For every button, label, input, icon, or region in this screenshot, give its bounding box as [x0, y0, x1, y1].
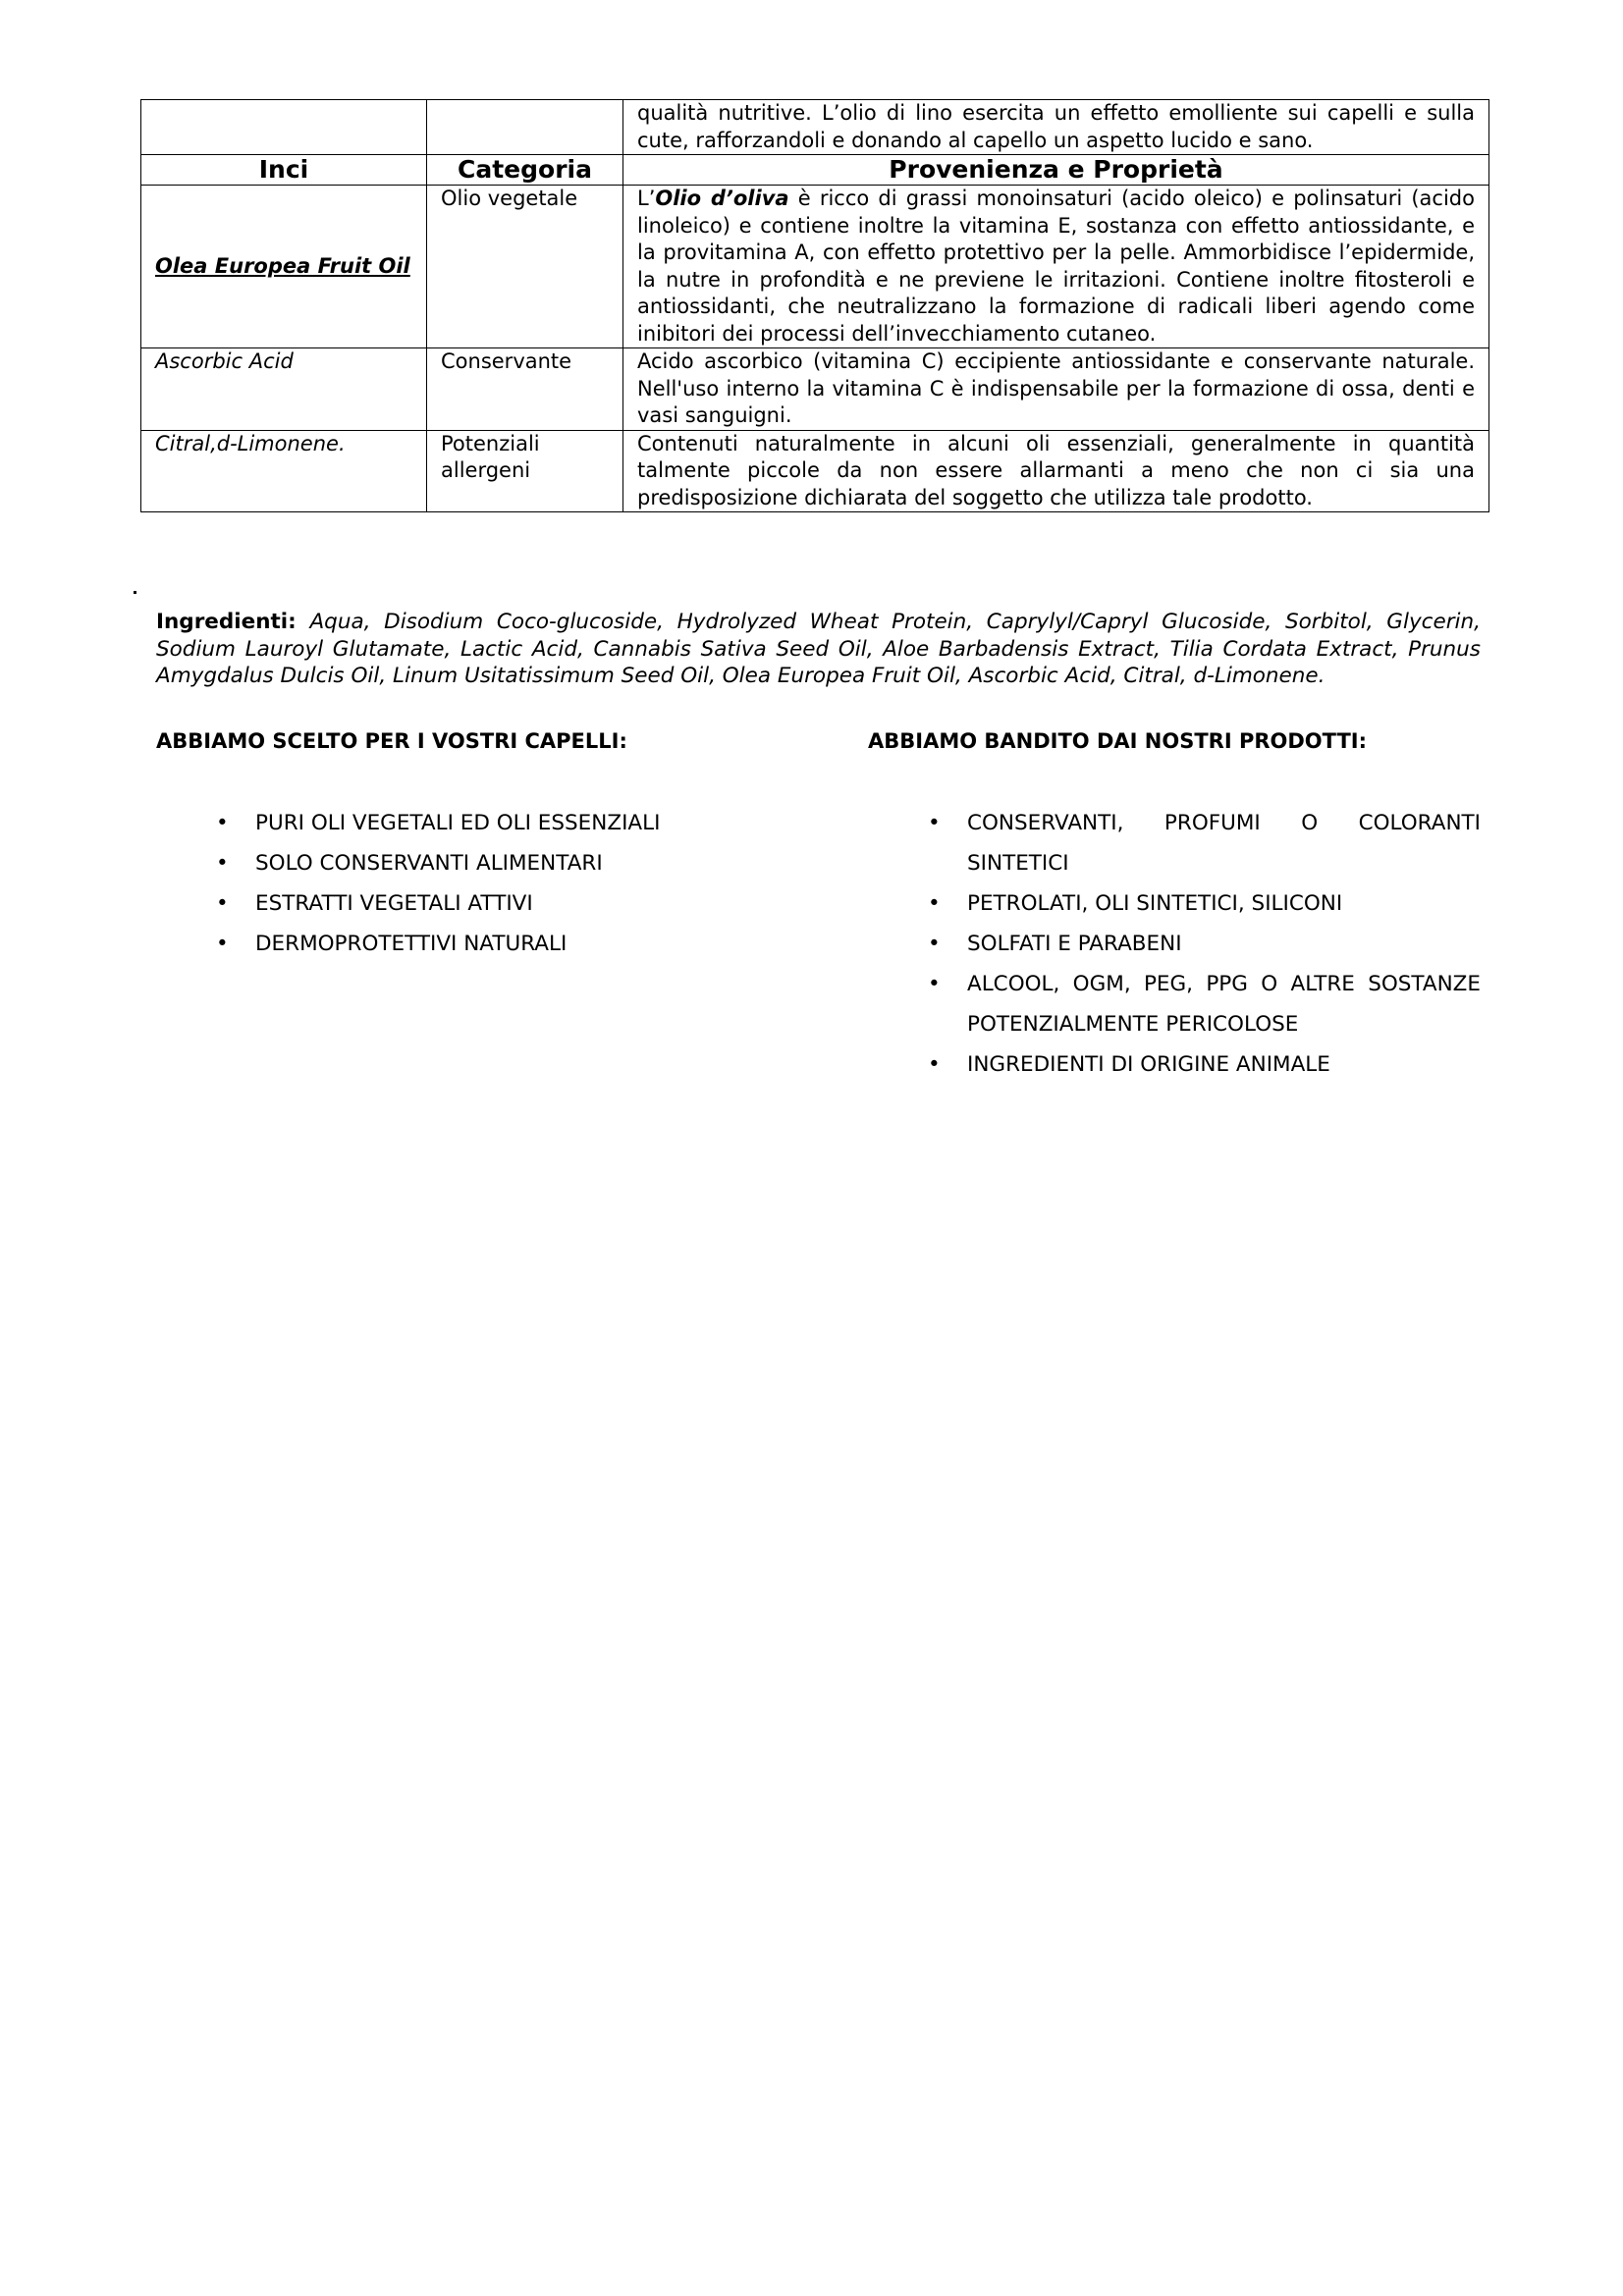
table-cell-properties [623, 186, 1489, 348]
list-item-text: DERMOPROTETTIVI NATURALI [255, 932, 568, 956]
table-cell-inci: Citral,d-Limonene. [141, 430, 427, 512]
list-item-text: INGREDIENTI DI ORIGINE ANIMALE [967, 1052, 1330, 1077]
table-cell-properties: Contenuti naturalmente in alcuni oli essenziali, generalmente in quantità talmente piccole da non essere allarmanti a meno che non ci sia una predisposizione dichiarata del soggetto che utilizza tale prodotto. [623, 430, 1489, 512]
bullet-icon: • [216, 932, 229, 956]
ingredients-list: Aqua, Disodium Coco-glucoside, Hydrolyzed Wheat Protein, Caprylyl/Capryl Glucoside, Sorbitol, Glycerin, Sodium Lauroyl Glutamate, Lactic Acid, Cannabis Sativa Seed Oil, Aloe Barbadensis Extract, Tilia Cordata Extract, Prunus Amygdalus Dulcis Oil, Linum Usitatissimum Seed Oil, Olea Europea Fruit Oil, Ascorbic Acid, Citral, d-Limonene. [156, 610, 1481, 688]
table-row [141, 430, 1489, 512]
list-item-text: SOLFATI E PARABENI [967, 932, 1182, 956]
list-item [216, 843, 766, 883]
list-item [928, 803, 1481, 883]
list-item-text: ESTRATTI VEGETALI ATTIVI [255, 891, 533, 916]
table-cell-categoria: Conservante [427, 348, 623, 431]
column-header-provenienza: Provenienza e Proprietà [623, 155, 1489, 186]
banned-list [928, 803, 1481, 1085]
table-cell-properties: qualità nutritive. L’olio di lino esercita un effetto emolliente sui capelli e sulla cute, rafforzandoli e donando al capello un aspetto lucido e sano. [623, 100, 1489, 155]
stray-dot-mark [134, 591, 136, 594]
bullet-icon: • [928, 932, 941, 956]
table-header-row [141, 155, 1489, 186]
bullet-icon: • [928, 1052, 941, 1077]
table-cell-categoria: Olio vegetale [427, 186, 623, 348]
ingredients-label: Ingredienti: [156, 610, 297, 634]
table-cell-categoria: Potenziali allergeni [427, 430, 623, 512]
properties-highlight: Olio d’oliva [655, 187, 789, 210]
column-header-inci: Inci [141, 155, 427, 186]
properties-prefix: L’ [637, 187, 656, 210]
list-item [928, 1044, 1481, 1085]
list-item-text: SOLO CONSERVANTI ALIMENTARI [255, 851, 603, 876]
table-row [141, 348, 1489, 431]
bullet-icon: • [928, 891, 941, 916]
inci-table [140, 99, 1489, 512]
list-item-text: CONSERVANTI, PROFUMI O COLORANTI SINTETICI [967, 811, 1481, 876]
chosen-list [216, 803, 766, 964]
table-cell-properties: Acido ascorbico (vitamina C) eccipiente antiossidante e conservante naturale. Nell'uso interno la vitamina C è indispensabile per la formazione di ossa, denti e vasi sanguigni. [623, 348, 1489, 431]
list-item [216, 803, 766, 843]
properties-text: è ricco di grassi monoinsaturi (acido oleico) e polinsaturi (acido linoleico) e contiene inoltre la vitamina E, sostanza con effetto antiossidante, e la provitamina A, con effetto protettivo per la pelle. Ammorbidisce l’epidermide, la nutre in profondità e ne previene le irritazioni. Contiene inoltre fitosteroli e antiossidanti, che neutralizzano la formazione di radicali liberi agendo come inibitori dei processi dell’invecchiamento cutaneo. [637, 187, 1475, 346]
table-cell-inci: Olea Europea Fruit Oil [141, 186, 427, 348]
chosen-title: ABBIAMO SCELTO PER I VOSTRI CAPELLI: [156, 729, 627, 753]
list-item-text: PETROLATI, OLI SINTETICI, SILICONI [967, 891, 1343, 916]
table-row-continuation [141, 100, 1489, 155]
list-item [216, 883, 766, 924]
table-row [141, 186, 1489, 348]
list-item [928, 883, 1481, 924]
list-item-text: PURI OLI VEGETALI ED OLI ESSENZIALI [255, 811, 661, 835]
bullet-icon: • [216, 811, 229, 835]
list-item-text: ALCOOL, OGM, PEG, PPG O ALTRE SOSTANZE POTENZIALMENTE PERICOLOSE [967, 972, 1481, 1037]
table-cell-inci: Ascorbic Acid [141, 348, 427, 431]
bullet-icon: • [216, 851, 229, 876]
list-item [928, 924, 1481, 964]
table-cell-empty [141, 100, 427, 155]
ingredients-paragraph [156, 609, 1481, 690]
list-item [216, 924, 766, 964]
banned-title: ABBIAMO BANDITO DAI NOSTRI PRODOTTI: [868, 729, 1367, 753]
bullet-icon: • [216, 891, 229, 916]
list-item [928, 964, 1481, 1044]
table-cell-empty [427, 100, 623, 155]
bullet-icon: • [928, 972, 941, 996]
bullet-icon: • [928, 811, 941, 835]
column-header-categoria: Categoria [427, 155, 623, 186]
